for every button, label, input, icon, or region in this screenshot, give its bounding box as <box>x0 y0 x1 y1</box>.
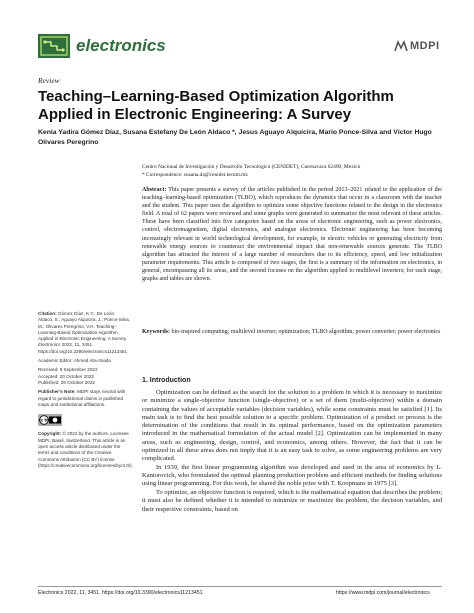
citation-journal: Electronics <box>38 342 61 348</box>
cc-by-license-icon[interactable] <box>38 414 62 426</box>
affiliation-block <box>142 163 442 179</box>
date-received: Received: 9 September 2022 <box>38 367 98 373</box>
publisher-note-label: Publisher’s Note: <box>38 389 76 395</box>
article-title: Teaching–Learning-Based Optimization Algorithm Applied in Electronic Engineering: A Survey <box>38 88 394 123</box>
section-heading: 1. Introduction <box>142 377 191 384</box>
copyright-text: © 2022 by the authors. Licensee MDPI, Basel, Switzerland. This article is an open access article distributed under the terms and conditions of the Creative Commons Attribution (CC BY) license (https://creativecommons.org/licenses/by/4.0/). <box>38 431 133 468</box>
journal-logo-icon <box>38 34 70 58</box>
publisher-logo[interactable] <box>394 40 440 52</box>
publisher-mark-icon <box>394 40 408 52</box>
publisher-note-text: MDPI stays neutral with regard to jurisdictional claims in published maps and institutional affiliations. <box>38 389 126 407</box>
affiliation: Centro Nacional de Investigación y Desarrollo Tecnológico (CENIDET), Cuernavaca 62490, Mexico <box>142 164 361 170</box>
body-paragraph: In 1939, the first linear programming algorithm was developed and used in the area of economics by L. Kantorovich, who formulated the optimal planning production problem and efficient methods for finding solutions using linear programming. For this work, he shared the noble prize with T. Koopmans in 1975 [3]. <box>142 463 442 488</box>
citation-tail[interactable]: 2022, 11, 3451. https://doi.org/10.3390/electronics11213451 <box>38 342 128 354</box>
publisher-note <box>38 389 130 408</box>
copyright <box>38 431 133 469</box>
article-type: Review <box>38 76 60 85</box>
copyright-label: Copyright: <box>38 431 62 437</box>
citation <box>38 311 130 355</box>
publisher-name: MDPI <box>410 40 440 52</box>
keywords-label: Keywords: <box>142 329 170 335</box>
body-paragraph: Optimization can be defined as the search for the solution to a problem in which it is necessary to maximize or minimize a single-objective function (single-objective) or a set of them (multi-objective) within a domain containing the values of acceptable variables (decision variables), while some constraints must be satisfied [1]. Its main task is to find the best possible solution to a specific problem. Optimization of a product or process is the determination of the conditions that result in its optimal performance, based on the optimization parameters introduced in the mathematical formulation of the actual model [2]. Optimization can be implemented in many areas, such as engineering, design, control, and economics, among others. However, the fact that it can be optimized in all these areas does not imply that it is an easy task to solve, as some engineering problems are very complicated. <box>142 389 442 462</box>
journal-name[interactable]: electronics <box>76 36 166 55</box>
footer-journal-link[interactable]: https://www.mdpi.com/journal/electronics <box>336 590 430 596</box>
abstract <box>142 186 442 283</box>
keywords <box>142 328 442 336</box>
academic-editor: Academic Editor: Ahmed Abu-Siada <box>38 358 111 364</box>
body-paragraph: To optimize, an objective function is required, which is the mathematical equation that describes the problem; it must also be defined whether it is intended to minimize or maximize the problem, the decision variables, and their respective constraints, based on <box>142 489 442 513</box>
date-accepted: Accepted: 20 October 2022 <box>38 373 94 379</box>
citation-text: Gómez Díaz, K.Y.; De León Aldaco, S.; Aguayo Alquicira, J.; Ponce-Silva, M.; Olivares Peregrino, V.H. Teaching–Learning-Based Optimization Algorithm Applied in Electronic Engineering: A Survey. <box>38 311 130 342</box>
article-info-sidebar <box>38 311 133 472</box>
date-published: Published: 25 October 2022 <box>38 379 95 385</box>
introduction-body <box>142 389 442 514</box>
cc-badge-text: cc by <box>38 417 50 423</box>
author-list: Kenia Yadira Gómez Díaz, Susana Estefany De León Aldaco *, Jesus Aguayo Alquicira, Mario Ponce-Silva and Víctor Hugo Olivares Peregrino <box>38 129 432 146</box>
correspondence[interactable]: * Correspondence: susana.da@cenidet.tecnm.mx <box>142 172 249 178</box>
footer-divider <box>38 586 442 587</box>
abstract-text: This paper presents a survey of the articles published in the period 2013–2021 related to the application of the teaching–learning-based optimization (TLBO), which reproduces the dynamics that occur in a classroom with the teacher and the student. This paper uses the algorithm to optimize some objective functions related to the design in the electronics field. A total of 62 papers were reviewed and some graphs were generated to summarize the most relevant of these articles. These have been classified into five categories based on the areas of electronic engineering, such as power electronics, control, electromagnetism, digital electronics, and analogue electronics. Electronic engineering has been becoming increasingly relevant in world technological development, for example, in electric vehicles or generating electricity from renewable energy sources to counteract the environmental impact that non-renewable sources generate. The TLBO algorithm has attracted the interest of a large number of researchers due to its efficiency, speed, and low initialization parameter requirements. This article is composed of two stages, the first is a summary of the information on electronics, in general, encompassing all its areas, and the second focuses on the algorithm applied to multilevel inverters; for each stage, graphs and tables are shown. <box>142 187 442 283</box>
footer-citation[interactable]: Electronics 2022, 11, 3451. https://doi.org/10.3390/electronics11213451 <box>38 590 203 596</box>
citation-label: Citation: <box>38 311 57 316</box>
keywords-text: bio-inspired computing; multilevel inverter; optimization; TLBO algorithm; power converter; power electronics <box>171 329 441 335</box>
abstract-label: Abstract: <box>142 187 167 193</box>
